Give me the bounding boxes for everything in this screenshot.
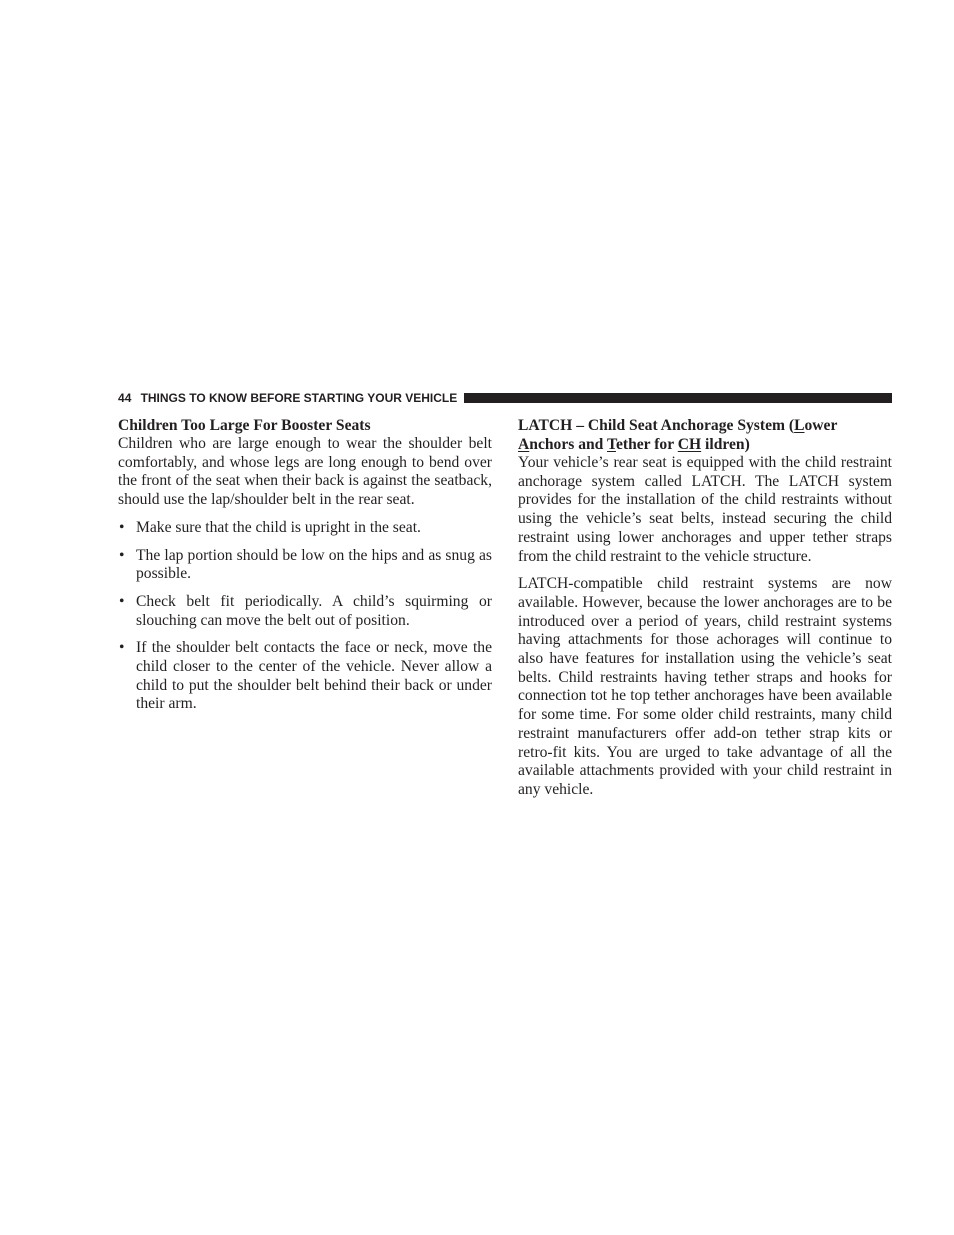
list-item	[118, 639, 492, 714]
left-column	[118, 416, 492, 723]
list-item	[118, 593, 492, 630]
header-rule-bar	[464, 393, 892, 403]
bullet-icon: •	[119, 518, 125, 536]
bullet-icon: •	[119, 546, 125, 564]
booster-seats-intro: Children who are large enough to wear the shoulder belt comfortably, and whose legs are long enough to bend over the front of the seat when their back is against the seatback, should use the lap/shoulder belt in the rear seat.	[118, 435, 492, 509]
latch-heading-part: ower	[804, 417, 838, 434]
list-item-text: If the shoulder belt contacts the face or neck, move the child closer to the center of the vehicle. Never allow a child to put the shoulder belt behind their back or under their arm.	[136, 639, 492, 713]
latch-heading-acronym-letter: CH	[677, 436, 702, 453]
latch-heading-part: LATCH – Child Seat Anchorage System (	[518, 417, 795, 434]
bullet-icon: •	[119, 639, 125, 657]
latch-heading-part: ether for	[615, 436, 678, 453]
page-header	[118, 389, 892, 406]
latch-heading-acronym-letter: T	[606, 436, 616, 453]
latch-heading-acronym-letter: A	[518, 436, 530, 453]
page-number: 44	[118, 390, 132, 405]
list-item-text: The lap portion should be low on the hips and as snug as possible.	[136, 546, 492, 583]
latch-heading-part: nchors and	[529, 436, 607, 453]
section-title: THINGS TO KNOW BEFORE STARTING YOUR VEHICLE	[140, 390, 458, 405]
list-item	[118, 519, 492, 538]
latch-paragraph-1: Your vehicle’s rear seat is equipped with the child restraint anchorage system called LATCH. The LATCH system provides for the installation of the child restraints without using the vehicle’s seat belts, instead securing the child restraint using lower anchorages and upper tether straps from the child restraint to the vehicle structure.	[518, 454, 892, 565]
list-item	[118, 547, 492, 584]
latch-heading-acronym-letter: L	[794, 417, 805, 434]
list-item-text: Check belt fit periodically. A child’s squirming or slouching can move the belt out of position.	[136, 592, 492, 629]
booster-seats-bullet-list	[118, 519, 492, 714]
latch-paragraph-2: LATCH-compatible child restraint systems are now available. However, because the lower anchorages are to be introduced over a period of years, child restraint systems having attachments for those achorages will continue to also have features for installation using the vehicle’s seat belts. Child restraints having tether straps and hooks for connection tot he top tether anchorages have been available for some time. For some older child restraints, many child restraint manufacturers offer add-on tether strap kits or retro-fit kits. You are urged to take advantage of all the available attachments provided with your child restraint in any vehicle.	[518, 575, 892, 798]
right-column	[518, 416, 892, 800]
booster-seats-heading: Children Too Large For Booster Seats	[118, 417, 371, 434]
latch-heading-part: ildren)	[701, 436, 750, 453]
latch-heading	[518, 416, 892, 454]
bullet-icon: •	[119, 592, 125, 610]
list-item-text: Make sure that the child is upright in the seat.	[136, 518, 421, 536]
